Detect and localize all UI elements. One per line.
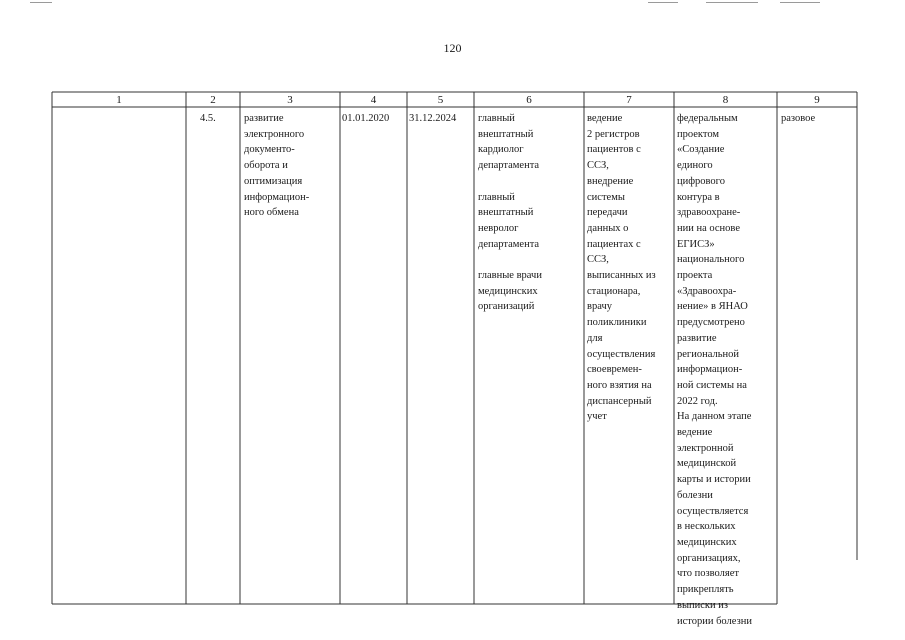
cell-expected-result: ведение 2 регистров пациентов с ССЗ, внедрение системы передачи данных о пациентах с ССЗ, выписанных из стационара, врачу поликлиники для осуществления своевремен- ного взятия на диспансерный учет	[587, 113, 656, 423]
cell-end-date: 31.12.2024	[409, 113, 457, 124]
cell-type: разовое	[781, 113, 816, 124]
page-number: 120	[443, 41, 462, 55]
column-header-1: 1	[116, 94, 122, 106]
column-header-4: 4	[370, 94, 377, 106]
cell-activity-name: развитие электронного документо- оборота и оптимизация информацион- ного обмена	[244, 113, 310, 219]
column-header-3: 3	[287, 94, 293, 106]
column-header-9: 9	[814, 94, 820, 106]
cell-item-number: 4.5.	[200, 113, 216, 124]
column-header-6: 6	[526, 94, 532, 106]
column-header-8: 8	[722, 94, 729, 106]
cell-notes: федеральным проектом «Создание единого цифрового контура в здравоохране- нии на основе ЕГИСЗ» национального проекта «Здравоохра- нение» в ЯНАО предусмотрено развитие региональной информацион- ной системы на 2022 год. На данном этапе ведение электронной медицинской карты и истории болезни осуществляется в нескольких медицинских организациях, что позволяет прикреплять выписки из истории болезни	[677, 113, 752, 627]
cell-responsible: главный внештатный кардиолог департамента главный внештатный невролог департамента главные врачи медицинских организаций	[478, 113, 542, 313]
column-header-7: 7	[626, 94, 632, 106]
column-header-2: 2	[210, 94, 216, 106]
cell-start-date: 01.01.2020	[342, 113, 390, 124]
column-header-5: 5	[437, 94, 444, 106]
